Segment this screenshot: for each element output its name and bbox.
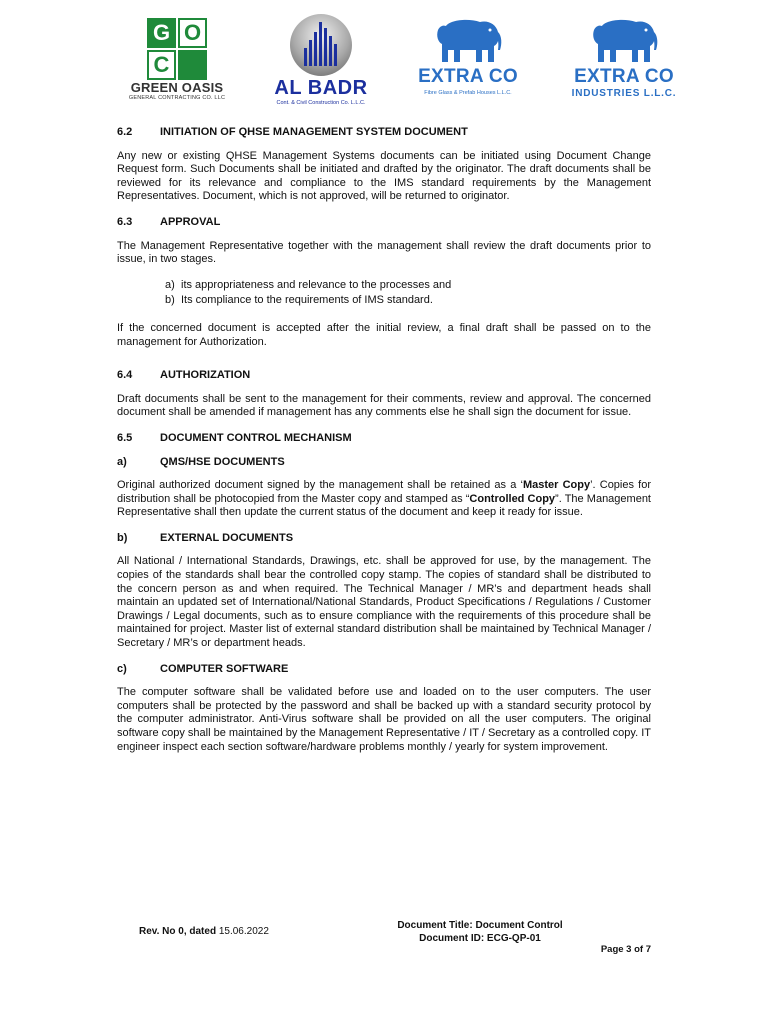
section-number: 6.4 — [117, 369, 133, 382]
paragraph: Any new or existing QHSE Management Systems documents can be initiated using Document Change Request form. Such Documents shall be initiated and drafted by the originator. The draft documents shall be reviewed for its relevance and compliance to the IMS standard requirements by the Management Representatives. Document, which is not approved, will be returned to originator. — [117, 149, 651, 203]
section-title: INITIATION OF QHSE MANAGEMENT SYSTEM DOCUMENT — [160, 126, 468, 138]
subsection-marker: c) — [117, 662, 127, 675]
document-title: Document Title: Document Control — [397, 920, 563, 931]
document-body — [117, 126, 651, 766]
extra-co-industries-subtitle: INDUSTRIES L.L.C. — [571, 88, 677, 99]
text-run: ”. The Management Representative shall then update the current status of the document and keep it ready for issue. — [117, 492, 651, 519]
goc-block — [178, 50, 207, 80]
revision-date: 15.06.2022 — [218, 926, 269, 937]
extra-co-name: EXTRA CO — [418, 66, 518, 87]
subsection-title: COMPUTER SOFTWARE — [160, 662, 289, 675]
elephant-icon — [432, 18, 504, 64]
document-id: Document ID: ECG-QP-01 — [419, 932, 541, 944]
paragraph: The Management Representative together with the management shall review the draft documents prior to issue, in two stages. — [117, 239, 651, 266]
subsection-heading-b — [117, 532, 651, 546]
paragraph: Draft documents shall be sent to the management for their comments, review and approval. The concerned document shall be amended if management has any comments else he shall sign the document for issue. — [117, 392, 651, 419]
subsection-heading-a — [117, 456, 651, 470]
goc-letter-g: G — [147, 18, 176, 48]
goc-letter-c: C — [147, 50, 176, 80]
subsection-heading-c — [117, 663, 651, 677]
section-number: 6.5 — [117, 431, 133, 444]
list-marker: b) — [165, 294, 175, 307]
extra-co-industries-name: EXTRA CO — [574, 66, 674, 87]
section-number: 6.2 — [117, 126, 133, 138]
section-title: AUTHORIZATION — [160, 369, 251, 382]
section-title: DOCUMENT CONTROL MECHANISM — [160, 431, 352, 444]
al-badr-logo — [262, 14, 380, 106]
subsection-marker: b) — [117, 531, 128, 544]
paragraph — [117, 479, 651, 520]
green-oasis-logo — [118, 14, 236, 101]
goc-name: GREEN OASIS — [130, 80, 224, 95]
section-heading-6-2 — [117, 126, 651, 140]
header-logos — [0, 14, 768, 109]
list-text: Its compliance to the requirements of IMS standard. — [181, 294, 433, 307]
subsection-marker: a) — [117, 455, 127, 468]
al-badr-emblem-icon — [290, 14, 352, 76]
revision-info — [139, 926, 269, 937]
list-item — [165, 279, 651, 293]
page-number: Page 3 of 7 — [600, 944, 651, 955]
al-badr-name: AL BADR — [274, 77, 368, 99]
section-heading-6-3 — [117, 216, 651, 230]
list-text: its appropriateness and relevance to the processes and — [181, 278, 452, 291]
goc-letter-o: O — [178, 18, 207, 48]
goc-subtitle: GENERAL CONTRACTING CO. LLC — [128, 95, 226, 101]
section-heading-6-4 — [117, 369, 651, 383]
list-marker: a) — [165, 278, 175, 291]
extra-co-subtitle: Fibre Glass & Prefab Houses L.L.C. — [424, 90, 512, 96]
paragraph: The computer software shall be validated before use and loaded on to the user computers. The user computers shall be protected by the password and shall be backed up with a standard security protocol by the computer administrator. Anti-Virus software shall be provided on all the user computers. The original software copy shall be maintained by the Management Representative / IT / Secretary as a controlled copy. IT engineer inspect each section software/hardware problems monthly / yearly for system improvement. — [117, 686, 651, 753]
list-item — [165, 294, 651, 308]
goc-logo-mark — [147, 18, 207, 78]
extra-co-industries-logo — [558, 14, 690, 99]
section-title: APPROVAL — [160, 215, 221, 228]
text-run: Original authorized document signed by the management shall be retained as a ‘ — [117, 479, 523, 492]
subsection-title: EXTERNAL DOCUMENTS — [160, 531, 294, 544]
paragraph: If the concerned document is accepted after the initial review, a final draft shall be passed on to the management for Authorization. — [117, 321, 651, 348]
revision-label: Rev. No 0, dated — [139, 926, 217, 937]
section-heading-6-5 — [117, 432, 651, 446]
approval-stages-list — [117, 279, 651, 308]
document-info — [380, 920, 580, 945]
bold-term-master-copy: Master Copy — [522, 479, 591, 492]
extra-co-fibreglass-logo — [404, 14, 532, 96]
section-number: 6.3 — [117, 215, 133, 228]
paragraph: All National / International Standards, Drawings, etc. shall be approved for use, by the management. The copies of the standards shall bear the controlled copy stamp. The copies of standard shall be distributed to the concern person as and when required. The Technical Manager / MR’s and department heads shall maintain an updated set of International/National Standards, Product Specifications / Regulations / Customer Drawings / Legal documents, such as to ensure compliance with the requirements of this procedure shall be maintained for project. Master list of external standard distribution shall be maintained by Technical Manager / Secretary / MR’s or department heads. — [117, 555, 651, 650]
al-badr-subtitle: Cont. & Civil Construction Co. L.L.C. — [276, 100, 366, 106]
subsection-title: QMS/HSE DOCUMENTS — [160, 455, 285, 468]
bold-term-controlled-copy: Controlled Copy — [469, 492, 556, 505]
elephant-icon — [588, 18, 660, 64]
text-run: ’. Copies for distribution shall be photocopied from the Master copy and stamped as “ — [117, 479, 651, 505]
